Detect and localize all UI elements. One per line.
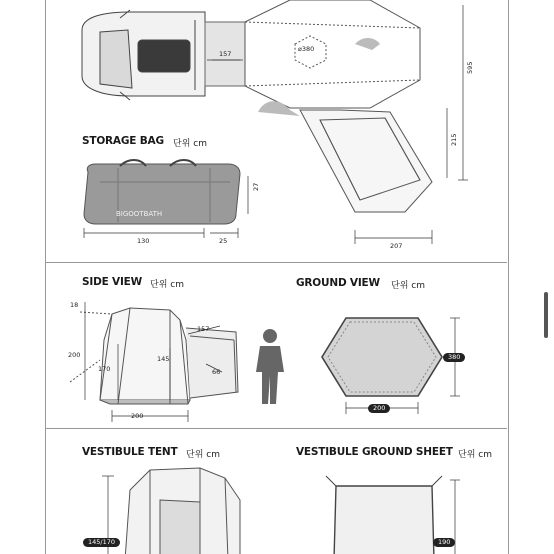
ground-length-pill: 380 xyxy=(443,353,465,362)
vestibule-tent-illustration xyxy=(125,468,240,554)
storage-bag-unit: 단위 cm xyxy=(173,139,207,149)
side-view-title: SIDE VIEW xyxy=(82,276,143,288)
side-view-tent-illustration xyxy=(70,308,238,404)
vestibule-height-pill: 145/170 xyxy=(83,538,120,547)
bag-brand-label: BIGOOTBATH xyxy=(116,210,163,218)
inner-height-label: 145 xyxy=(157,355,170,363)
bag-depth-label: 25 xyxy=(219,237,228,245)
vestibule-tent-unit: 단위 cm xyxy=(186,450,220,460)
person-silhouette xyxy=(256,329,284,404)
tent-width-label: 200 xyxy=(131,412,144,420)
storage-bag-title: STORAGE BAG xyxy=(82,135,164,147)
scrollbar-thumb[interactable] xyxy=(544,292,548,338)
ground-width-pill: 200 xyxy=(368,404,390,413)
canopy-height-label: 66 xyxy=(212,368,221,376)
bag-height-label: 27 xyxy=(252,182,260,191)
total-length-label: 595 xyxy=(466,61,474,74)
vestibule-tent-title: VESTIBULE TENT xyxy=(82,446,178,458)
vestibule-length-label: 215 xyxy=(450,133,458,146)
awning-length-label: 157 xyxy=(219,50,232,58)
ground-view-unit: 단위 cm xyxy=(391,281,425,291)
pole-diameter-label: ⌀380 xyxy=(298,45,315,53)
door-height-label: 170 xyxy=(98,365,111,373)
ground-view-illustration xyxy=(322,318,442,396)
tent-height-label: 200 xyxy=(68,351,81,359)
canopy-length-label: 157 xyxy=(197,325,210,333)
car-top-view-illustration xyxy=(82,10,205,100)
tent-footprint-illustration xyxy=(245,0,432,212)
vestibule-ground-sheet-title: VESTIBULE GROUND SHEET xyxy=(296,446,453,458)
bag-length-label: 130 xyxy=(137,237,150,245)
vestibule-ground-sheet-illustration xyxy=(326,476,442,554)
peak-height-label: 18 xyxy=(70,301,79,309)
vestibule-width-label: 207 xyxy=(390,242,403,250)
ground-view-title: GROUND VIEW xyxy=(296,277,380,289)
ground-sheet-length-pill: 190 xyxy=(433,538,455,547)
side-view-unit: 단위 cm xyxy=(150,280,184,290)
vestibule-ground-sheet-unit: 단위 cm xyxy=(458,450,492,460)
